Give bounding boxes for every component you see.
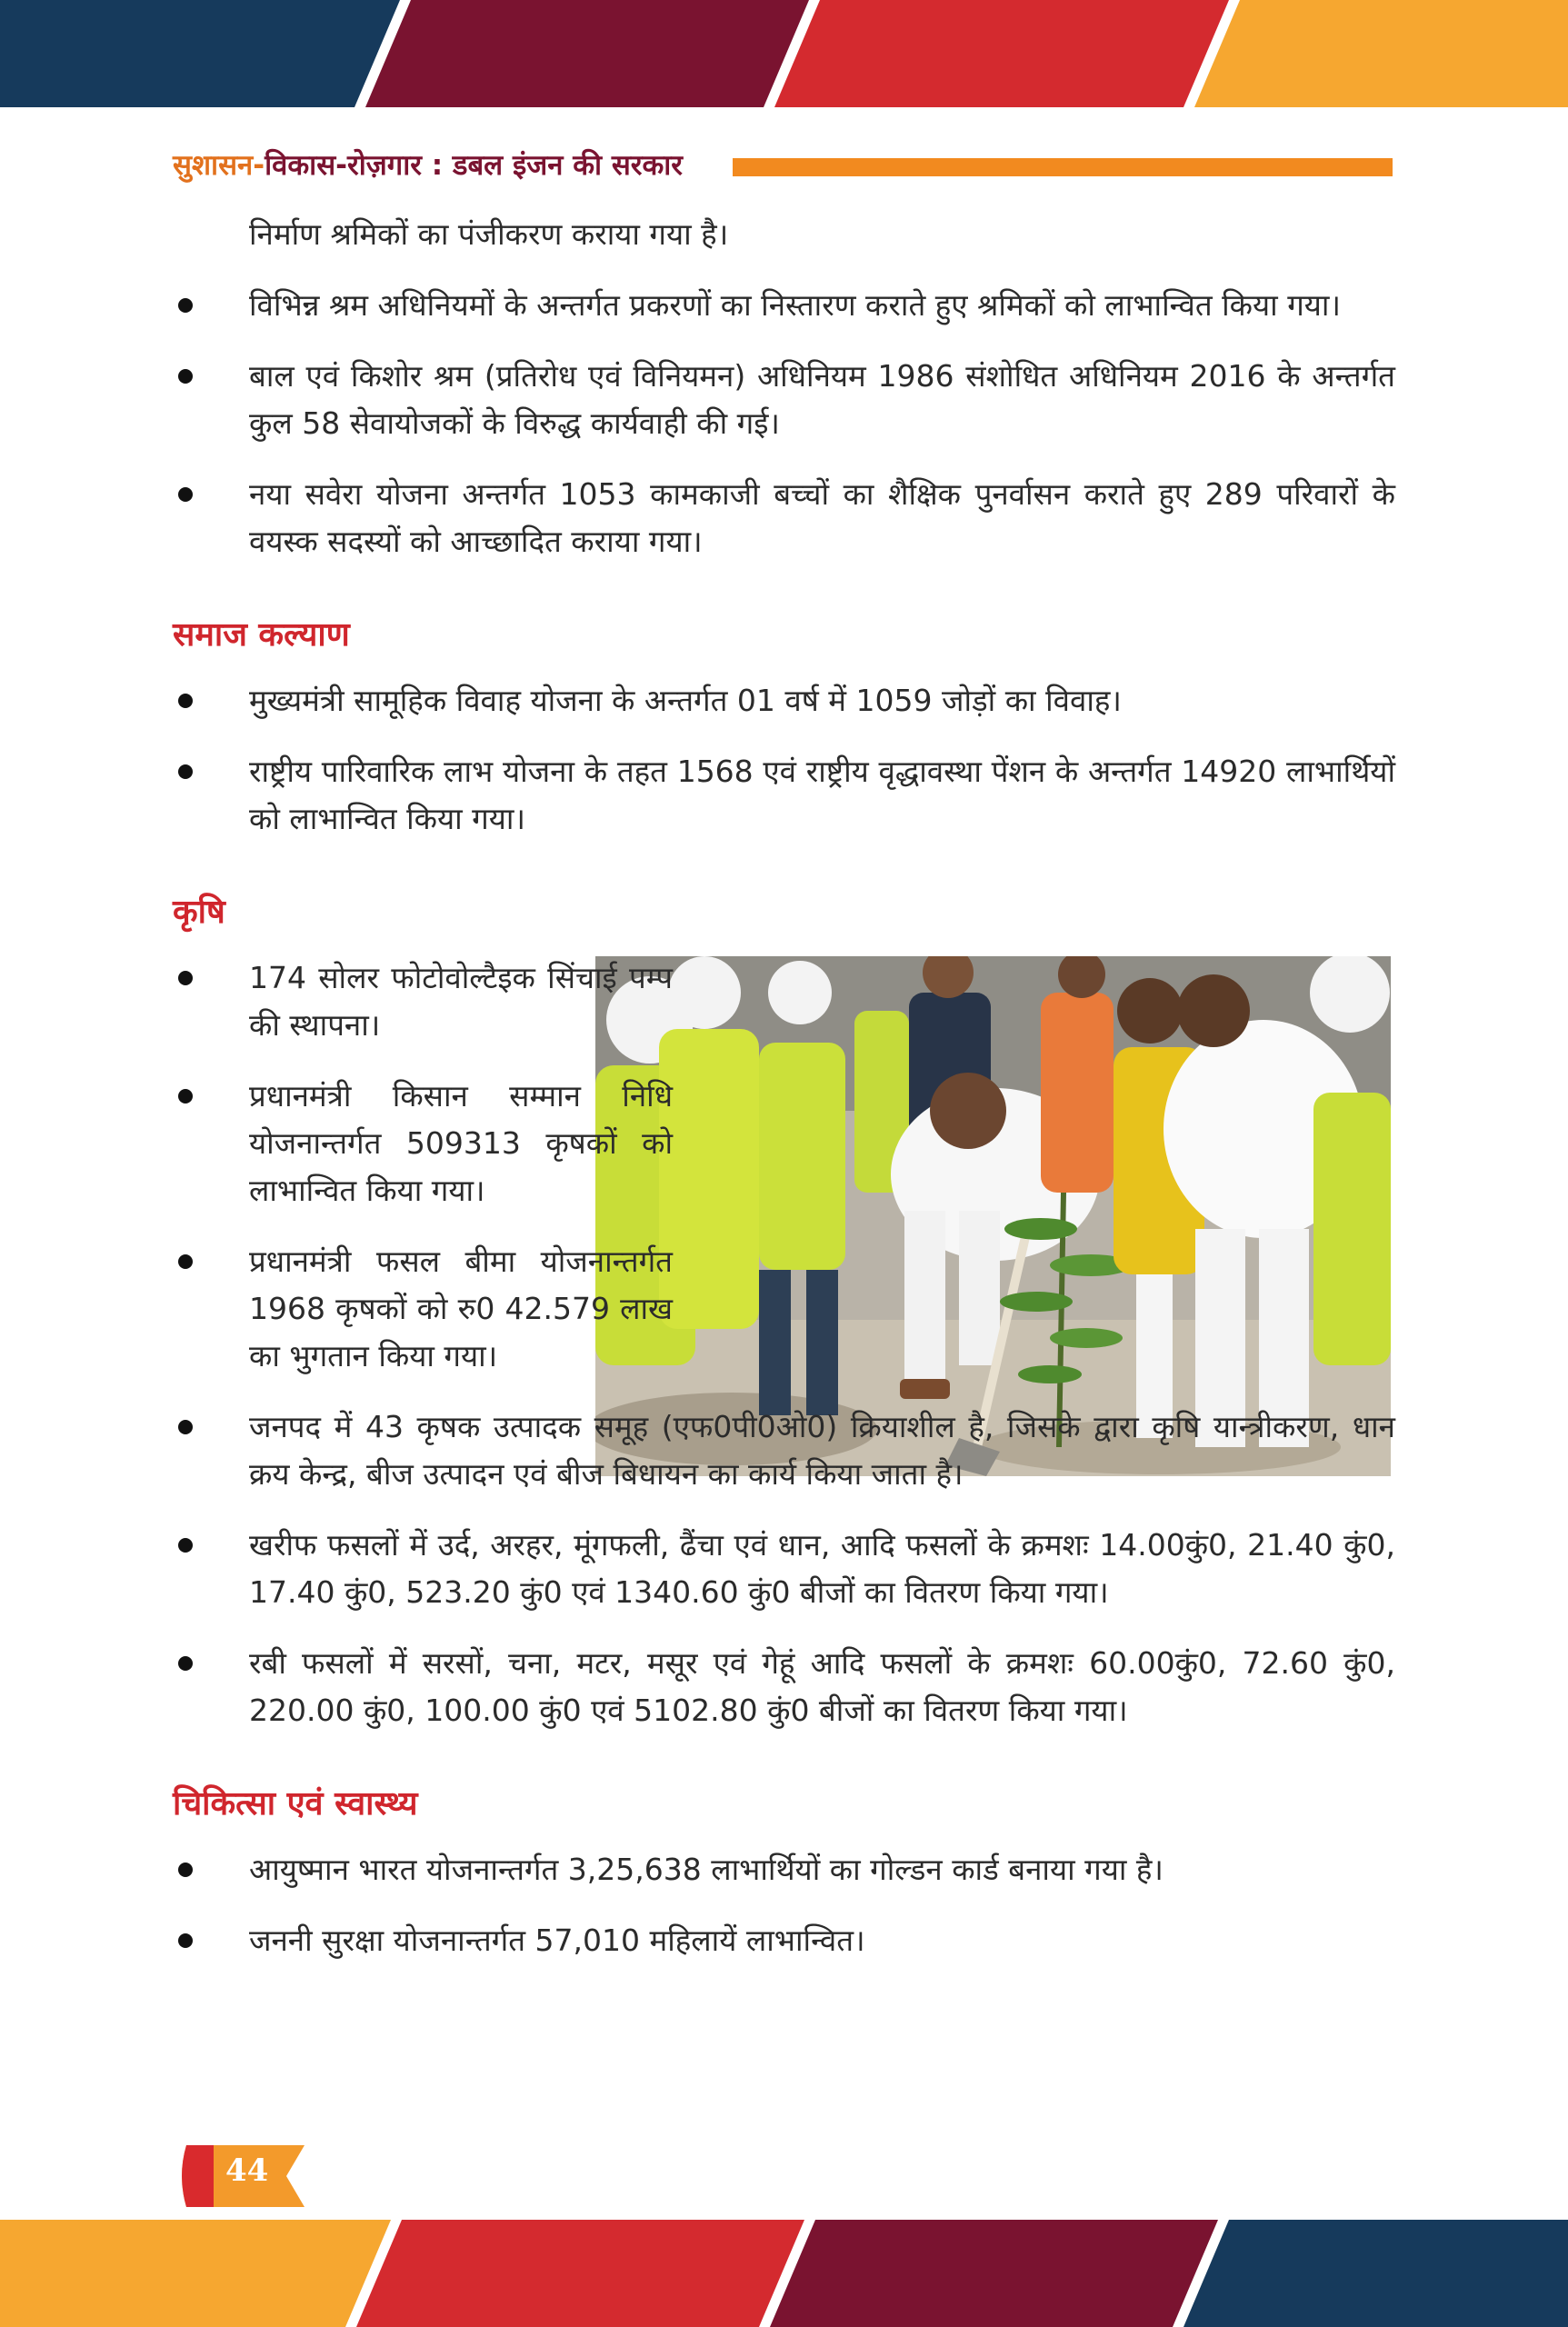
list-item-text: राष्ट्रीय पारिवारिक लाभ योजना के तहत 1568 एवं राष्ट्रीय वृद्धावस्था पेंशन के अन्तर्गत 14920 लाभार्थियों को लाभान्वित किया गया। (249, 754, 1395, 836)
top-color-band (0, 0, 1568, 107)
list-item-text: रबी फसलों में सरसों, चना, मटर, मसूर एवं गेहूं आदि फसलों के क्रमशः 60.00कुं0, 72.60 कुं0, 220.00 कुं0, 100.00 कुं0 एवं 5102.80 कुं0 बीजों का वितरण किया गया। (249, 1645, 1395, 1728)
bullet-icon (178, 1089, 193, 1104)
continued-paragraph: निर्माण श्रमिकों का पंजीकरण कराया गया है। (249, 216, 729, 252)
bullet-icon (178, 487, 193, 502)
list-item (173, 353, 1395, 447)
list-item-text: जनपद में 43 कृषक उत्पादक समूह (एफ0पी0ओ0) क्रियाशील है, जिसके द्वारा कृषि यान्त्रीकरण, धान क्रय केन्द्र, बीज उत्पादन एवं बीज बिधायन का कार्य किया जाता है। (249, 1409, 1395, 1492)
header-part-3: रोज़गार : डबल इंजन की सरकार (347, 149, 683, 182)
agriculture-block (173, 954, 1395, 1380)
running-header-title (173, 145, 683, 184)
page-number: 44 (225, 2152, 269, 2189)
bullet-icon (178, 764, 193, 779)
list-item-text: 174 सोलर फोटोवोल्टैइक सिंचाई पम्प की स्थापना। (249, 960, 673, 1043)
list-item-text: नया सवेरा योजना अन्तर्गत 1053 कामकाजी बच्चों का शैक्षिक पुनर्वासन कराते हुए 289 परिवारों के वयस्क सदस्यों को आच्छादित कराया गया। (249, 476, 1395, 559)
bullet-icon (178, 1656, 193, 1671)
bullet-icon (178, 369, 193, 384)
list-item (173, 1640, 1395, 1734)
bullet-icon (178, 298, 193, 313)
page-content (173, 211, 1395, 1988)
list-item (173, 1522, 1395, 1616)
list-item-text: विभिन्न श्रम अधिनियमों के अन्तर्गत प्रकरणों का निस्तारण कराते हुए श्रमिकों को लाभान्वित किया गया। (249, 287, 1341, 323)
list-item (173, 1846, 1395, 1893)
header-part-2: विकास- (265, 149, 348, 182)
list-item (173, 748, 1395, 843)
list-item (173, 677, 1395, 724)
list-item-text: प्रधानमंत्री फसल बीमा योजनान्तर्गत 1968 कृषकों को रु0 42.579 लाख का भुगतान किया गया। (249, 1243, 673, 1373)
list-item-text: जननी सुरक्षा योजनान्तर्गत 57,010 महिलायें लाभान्वित। (249, 1923, 865, 1958)
bottom-color-band (0, 2220, 1568, 2327)
bullet-icon (178, 1420, 193, 1434)
list-item (173, 1403, 1395, 1498)
section-heading-agriculture: कृषि (173, 893, 225, 931)
list-item-text: खरीफ फसलों में उर्द, अरहर, मूंगफली, ढैंचा एवं धान, आदि फसलों के क्रमशः 14.00कुं0, 21.40 कुं0, 17.40 कुं0, 523.20 कुं0 एवं 1340.60 कुं0 बीजों का वितरण किया गया। (249, 1527, 1395, 1610)
list-item-text: आयुष्मान भारत योजनान्तर्गत 3,25,638 लाभार्थियों का गोल्डन कार्ड बनाया गया है। (249, 1852, 1164, 1887)
list-item (173, 1917, 1395, 1964)
list-item-text: मुख्यमंत्री सामूहिक विवाह योजना के अन्तर्गत 01 वर्ष में 1059 जोड़ों का विवाह। (249, 683, 1122, 718)
list-item-text: प्रधानमंत्री किसान सम्मान निधि योजनान्तर्गत 509313 कृषकों को लाभान्वित किया गया। (249, 1078, 673, 1208)
header-rule (733, 158, 1393, 176)
section-heading-health: चिकित्सा एवं स्वास्थ्य (173, 1784, 418, 1823)
bullet-icon (178, 1933, 193, 1948)
list-item (173, 471, 1395, 565)
list-item (173, 1073, 673, 1214)
bullet-icon (178, 1538, 193, 1553)
header-part-1: सुशासन- (173, 149, 265, 182)
list-item (173, 954, 673, 1049)
list-item (173, 1238, 673, 1380)
bullet-icon (178, 1863, 193, 1877)
list-item (173, 282, 1395, 329)
list-item-text: बाल एवं किशोर श्रम (प्रतिरोध एवं विनियमन) अधिनियम 1986 संशोधित अधिनियम 2016 के अन्तर्गत कुल 58 सेवायोजकों के विरुद्ध कार्यवाही की गई। (249, 358, 1395, 441)
bullet-icon (178, 694, 193, 708)
section-heading-social-welfare: समाज कल्याण (173, 615, 350, 654)
bullet-icon (178, 971, 193, 985)
bullet-icon (178, 1254, 193, 1269)
tree-planting-photo (595, 956, 1391, 1476)
